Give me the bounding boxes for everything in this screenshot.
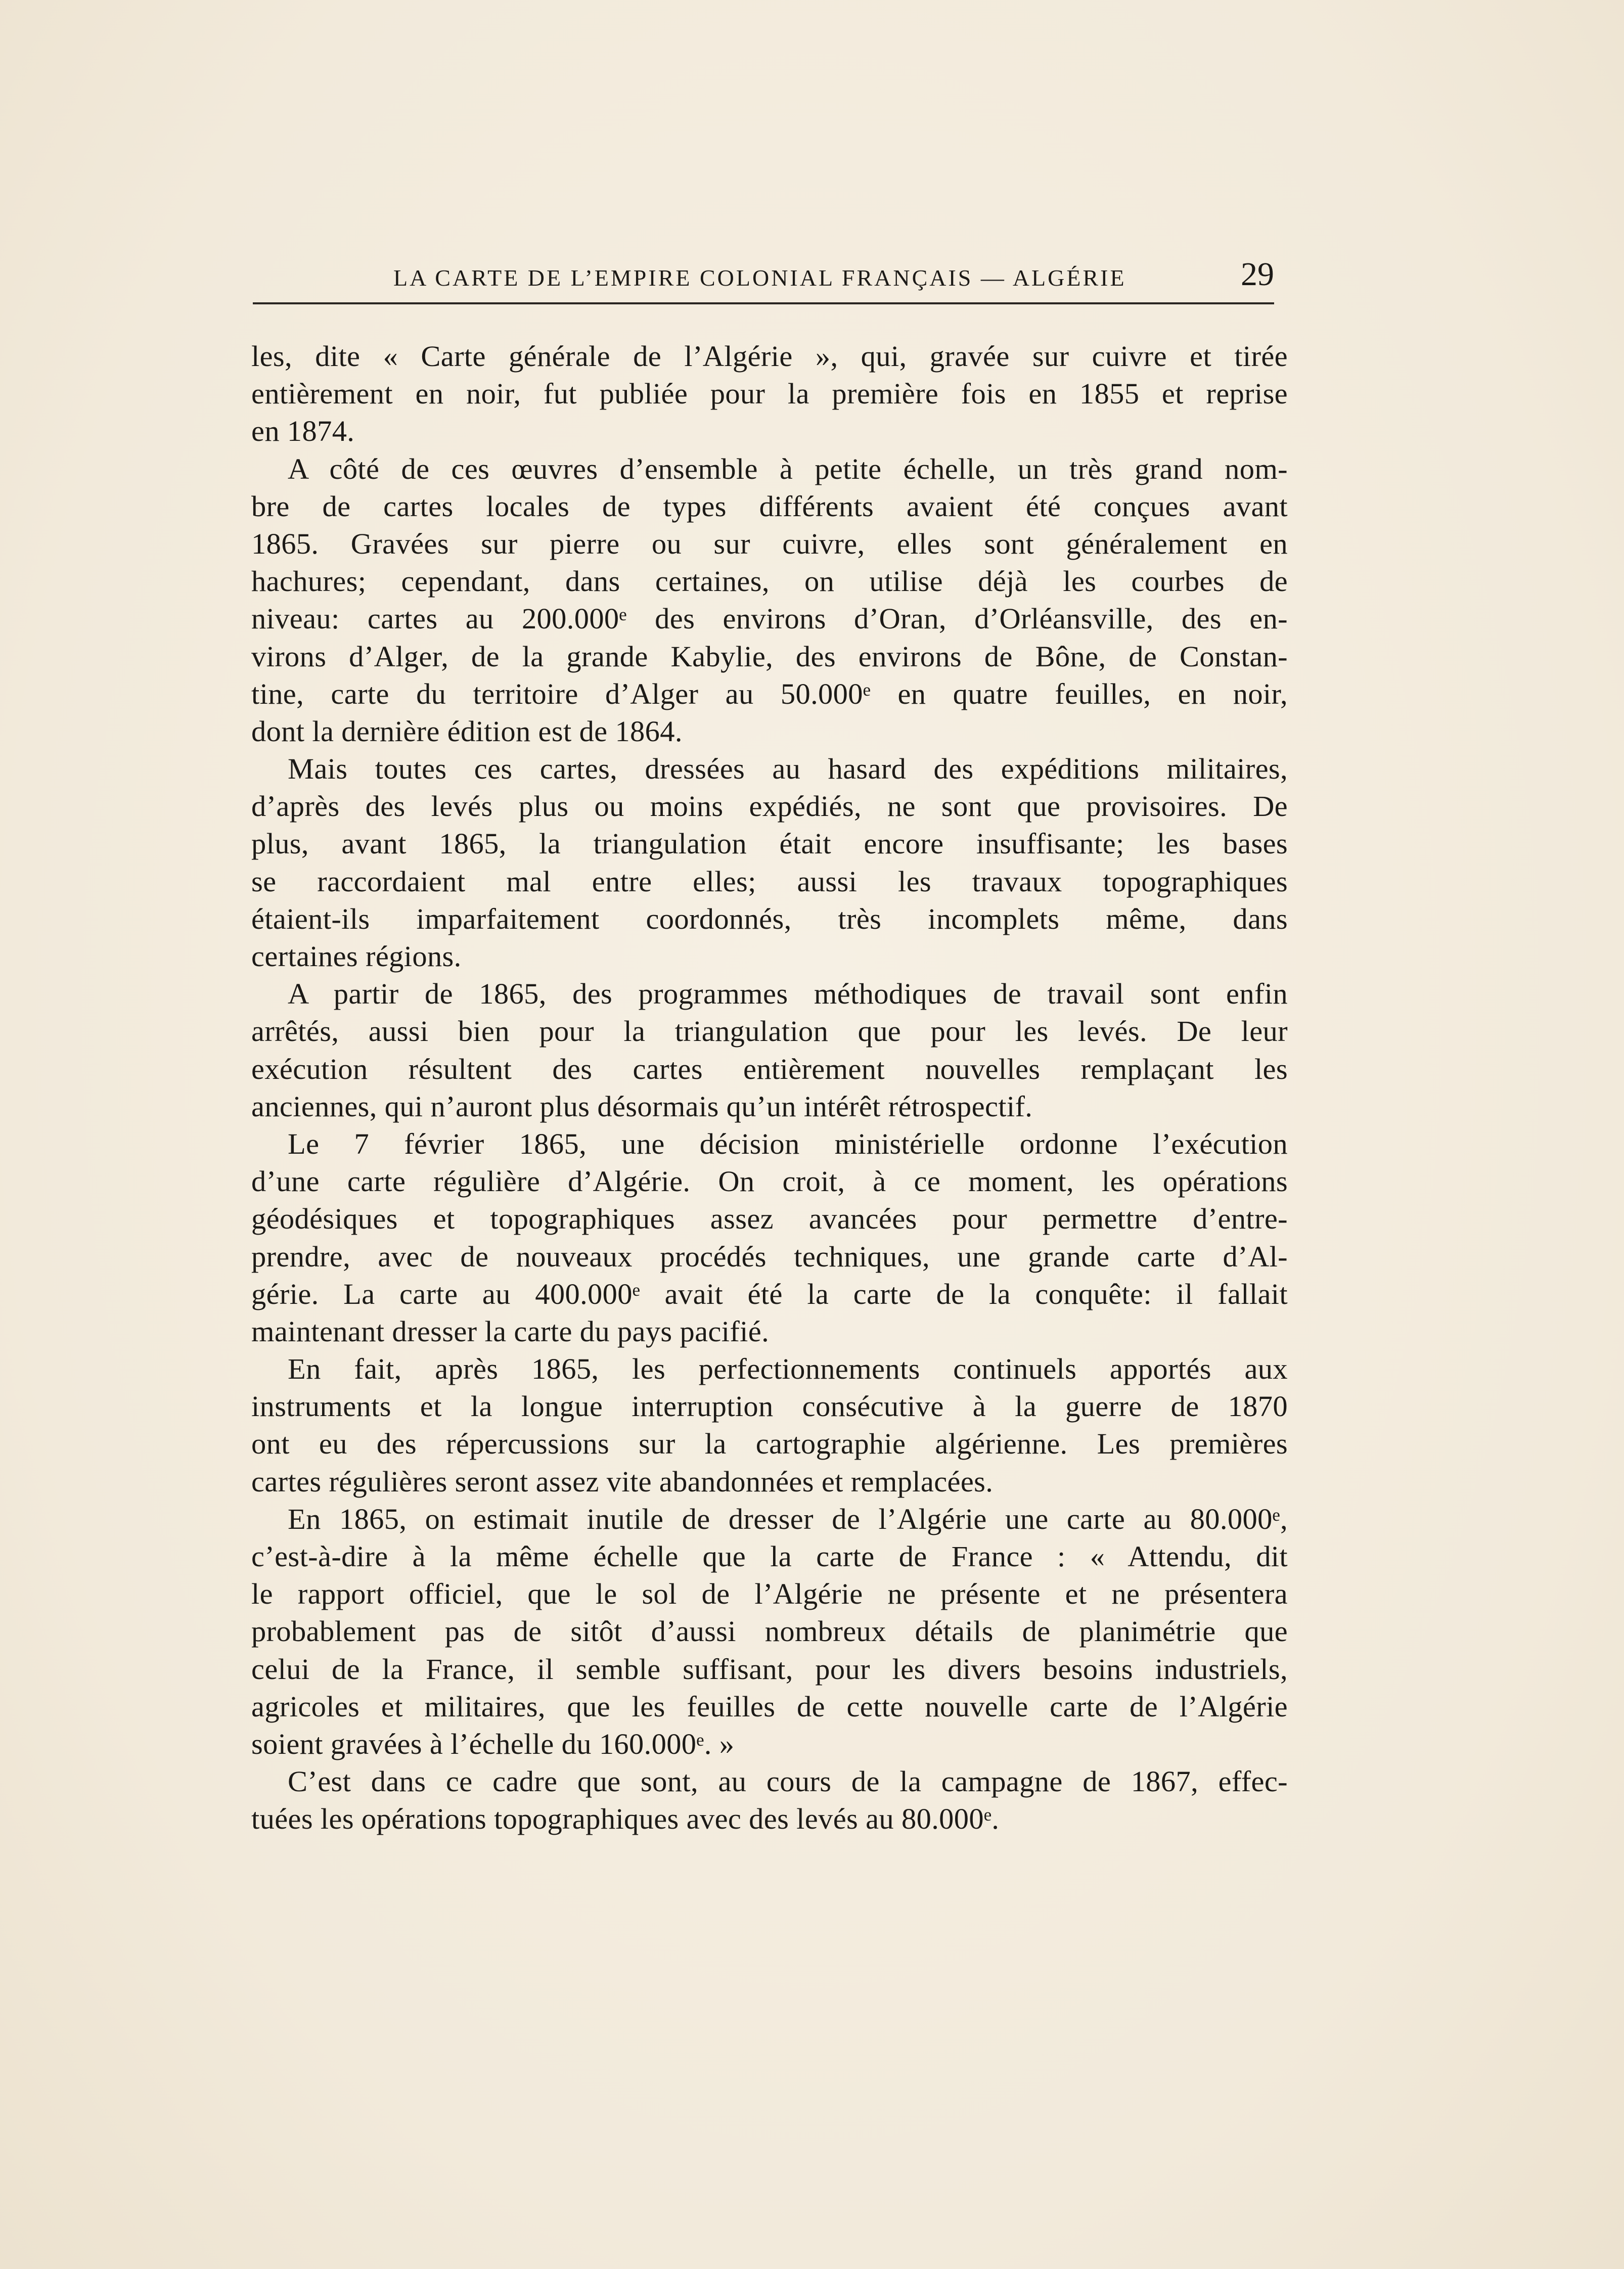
text-line: Le 7 février 1865, une décision ministérielle ordonne l’exécution [288, 1127, 1288, 1160]
text-line: maintenant dresser la carte du pays pacifié. [251, 1314, 770, 1348]
header-rule [253, 302, 1274, 304]
text-line: bre de cartes locales de types différents avaient été conçues avant [251, 489, 1288, 523]
text-line: d’après des levés plus ou moins expédiés, ne sont que provisoires. De [251, 790, 1288, 823]
text-line: tine, carte du territoire d’Alger au 50.000ᵉ en quatre feuilles, en noir, [251, 677, 1288, 710]
page-number: 29 [1241, 256, 1274, 293]
text-line: virons d’Alger, de la grande Kabylie, des environs de Bône, de Constan- [251, 640, 1288, 673]
text-line: en 1874. [251, 415, 355, 448]
text-line: arrêtés, aussi bien pour la triangulation que pour les levés. De leur [251, 1015, 1288, 1048]
text-line: prendre, avec de nouveaux procédés techniques, une grande carte d’Al- [251, 1240, 1288, 1273]
text-line: En fait, après 1865, les perfectionnements continuels apportés aux [288, 1352, 1288, 1386]
text-line: gérie. La carte au 400.000ᵉ avait été la carte de la conquête: il fallait [251, 1277, 1288, 1310]
text-line: le rapport officiel, que le sol de l’Algérie ne présente et ne présentera [251, 1577, 1288, 1611]
text-line: celui de la France, il semble suffisant, pour les divers besoins industriels, [251, 1652, 1288, 1686]
text-line: dont la dernière édition est de 1864. [251, 714, 683, 748]
text-line: se raccordaient mal entre elles; aussi les travaux topographiques [251, 865, 1288, 898]
text-line: étaient-ils imparfaitement coordonnés, très incomplets même, dans [251, 902, 1288, 935]
text-line: les, dite « Carte générale de l’Algérie », qui, gravée sur cuivre et tirée [251, 340, 1288, 373]
text-line: Mais toutes ces cartes, dressées au hasard des expéditions militaires, [288, 752, 1288, 786]
text-line: tuées les opérations topographiques avec des levés au 80.000ᵉ. [251, 1802, 1000, 1836]
text-line: plus, avant 1865, la triangulation était encore insuffisante; les bases [251, 827, 1288, 860]
text-line: anciennes, qui n’auront plus désormais qu’un intérêt rétrospectif. [251, 1090, 1033, 1123]
text-line: ont eu des répercussions sur la cartographie algérienne. Les premières [251, 1427, 1288, 1461]
text-line: C’est dans ce cadre que sont, au cours de la campagne de 1867, effec- [288, 1765, 1288, 1798]
text-line: instruments et la longue interruption consécutive à la guerre de 1870 [251, 1390, 1288, 1423]
running-title: LA CARTE DE L’EMPIRE COLONIAL FRANÇAIS — ALGÉRIE [393, 265, 1126, 291]
text-line: c’est-à-dire à la même échelle que la carte de France : « Attendu, dit [251, 1540, 1288, 1573]
text-line: 1865. Gravées sur pierre ou sur cuivre, elles sont généralement en [251, 527, 1288, 560]
text-line: A partir de 1865, des programmes méthodiques de travail sont enfin [288, 977, 1288, 1011]
text-line: probablement pas de sitôt d’aussi nombreux détails de planimétrie que [251, 1615, 1288, 1648]
page-header [253, 255, 1274, 306]
text-line: exécution résultent des cartes entièrement nouvelles remplaçant les [251, 1052, 1288, 1085]
text-line: d’une carte régulière d’Algérie. On croit, à ce moment, les opérations [251, 1165, 1288, 1198]
text-line: A côté de ces œuvres d’ensemble à petite échelle, un très grand nom- [288, 452, 1288, 485]
text-line: entièrement en noir, fut publiée pour la première fois en 1855 et reprise [251, 377, 1288, 411]
text-line: En 1865, on estimait inutile de dresser de l’Algérie une carte au 80.000ᵉ, [288, 1502, 1288, 1535]
text-line: agricoles et militaires, que les feuilles de cette nouvelle carte de l’Algérie [251, 1690, 1288, 1723]
text-line: certaines régions. [251, 940, 462, 973]
body-text [251, 338, 1288, 1838]
text-line: soient gravées à l’échelle du 160.000ᵉ. » [251, 1727, 735, 1760]
text-line: niveau: cartes au 200.000ᵉ des environs d’Oran, d’Orléansville, des en- [251, 602, 1288, 636]
text-line: géodésiques et topographiques assez avancées pour permettre d’entre- [251, 1202, 1288, 1236]
text-line: hachures; cependant, dans certaines, on utilise déjà les courbes de [251, 565, 1288, 598]
text-line: cartes régulières seront assez vite abandonnées et remplacées. [251, 1465, 994, 1498]
